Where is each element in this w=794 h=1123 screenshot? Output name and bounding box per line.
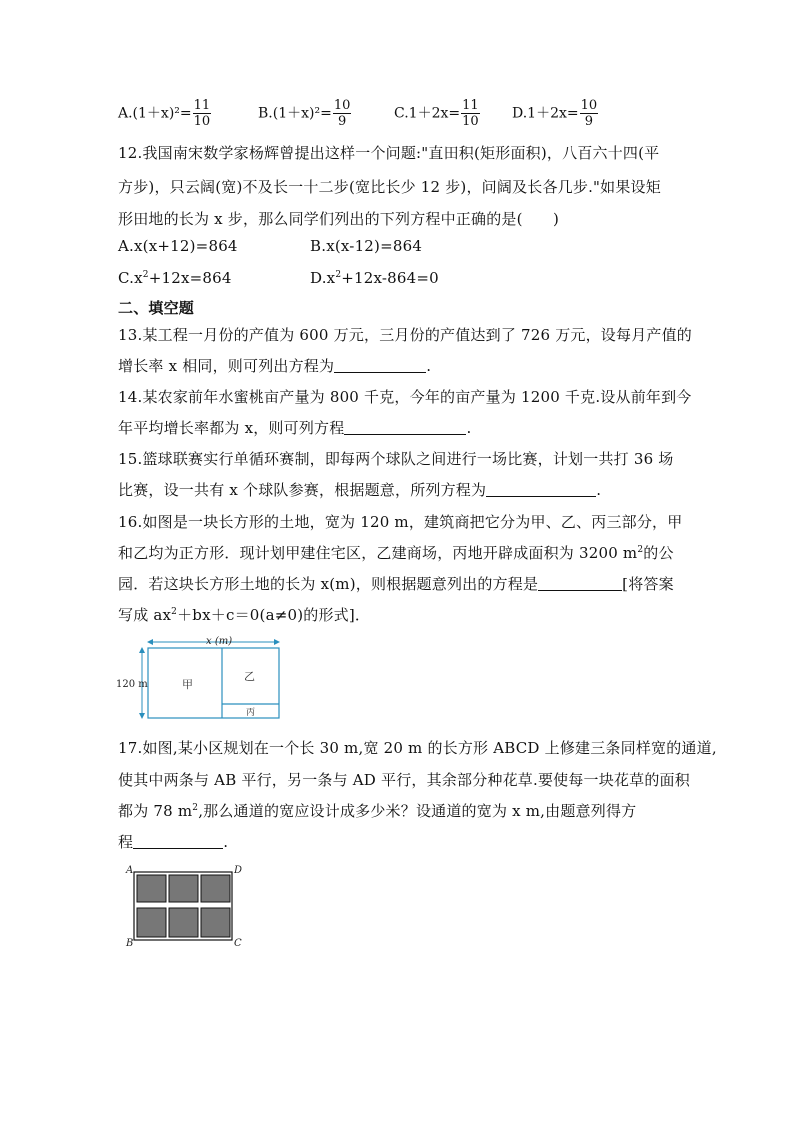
flower-bed [201,875,230,902]
q12-line-3: 形田地的长为 x 步，那么同学们列出的下列方程中正确的是( ) [118,210,560,228]
land-rectangle [148,648,279,718]
q12-option-d: $D.x^2+12x-864=0$ [310,269,439,287]
q16-line-1: 16.如图是一块长方形的土地，宽为 120 m，建筑商把它分为甲、乙、丙三部分，甲 [118,513,683,531]
q11-option-a: A.(1＋x)²= $\frac{11}{10}$ [118,98,211,129]
q12-option-a: A.x(x+12)=864 [118,237,238,255]
region-bing-label: 丙 [246,708,256,718]
vertex-d-label: D [234,865,243,876]
vertex-b-label: B [126,938,134,949]
q17-line-1: 17.如图,某小区规划在一个长 30 m,宽 20 m 的长方形 ABCD 上修建三条同样宽的通道, [118,739,717,757]
q12-line-2: 方步)，只云阔(宽)不及长一十二步(宽比长少 12 步)，问阔及长各几步."如果设矩 [118,178,661,196]
q16-line-4: 写成 $ax^2+bx+c=0(a\ne 0)$的形式]． [118,606,371,624]
q15-answer-blank[interactable] [486,482,596,497]
q11-option-d: D.1＋2x= $\frac{10}{9}$ [512,98,598,129]
region-yi-label: 乙 [244,670,255,683]
flower-bed [169,875,198,902]
width-label: 120 m [116,679,148,690]
q17-answer-blank[interactable] [133,834,223,849]
flower-bed [137,908,166,937]
region-jia-label: 甲 [182,678,193,691]
q17-line-3: 都为 78 $m^2$,那么通道的宽应设计成多少米？设通道的宽为 x m,由题意列得方 [118,802,637,820]
figure-16-land-diagram [116,632,284,722]
q15-line-2: 比赛，设一共有 x 个球队参赛，根据题意，所列方程为 . [118,481,602,499]
q15-line-1: 15.篮球联赛实行单循环赛制，即每两个球队之间进行一场比赛，计划一共打 36 场 [118,450,674,468]
q16-line-3: 园．若这块长方形土地的长为 x(m)，则根据题意列出的方程是 [将答案 [118,575,674,593]
q16-line-2: 和乙均为正方形．现计划甲建住宅区，乙建商场，丙地开辟成面积为 3200 $m^2$的公 [118,544,674,562]
flower-bed [169,908,198,937]
q11-option-c: C.1＋2x= $\frac{11}{10}$ [394,98,479,129]
vertex-c-label: C [234,938,242,949]
flower-bed [137,875,166,902]
q14-line-2: 年平均增长率都为 x，则可列方程 . [118,419,472,437]
q12-option-b: B.x(x-12)=864 [310,237,423,255]
q13-line-1: 13.某工程一月份的产值为 600 万元，三月份的产值达到了 726 万元，设每月产值的 [118,326,692,344]
q14-answer-blank[interactable] [344,420,466,435]
length-label: x (m) [206,636,233,647]
section-heading: 二、填空题 [118,299,195,317]
q12-line-1: 12.我国南宋数学家杨辉曾提出这样一个问题:"直田积(矩形面积)，八百六十四(平 [118,144,660,162]
q17-line-2: 使其中两条与 AB 平行，另一条与 AD 平行，其余部分种花草.要使每一块花草的面积 [118,771,690,789]
q13-line-2: 增长率 x 相同，则可列出方程为 . [118,357,432,375]
figure-17-garden-diagram [118,862,248,950]
q13-answer-blank[interactable] [334,358,426,373]
q16-answer-blank[interactable] [538,576,622,591]
flower-bed [201,908,230,937]
q12-option-c: $C.x^2+12x=864$ [118,269,232,287]
q14-line-1: 14.某农家前年水蜜桃亩产量为 800 千克，今年的亩产量为 1200 千克.设从前年到今 [118,388,692,406]
vertex-a-label: A [126,865,134,876]
q17-line-4: 程 . [118,833,229,851]
q11-option-b: B.(1＋x)²= $\frac{10}{9}$ [258,98,351,129]
